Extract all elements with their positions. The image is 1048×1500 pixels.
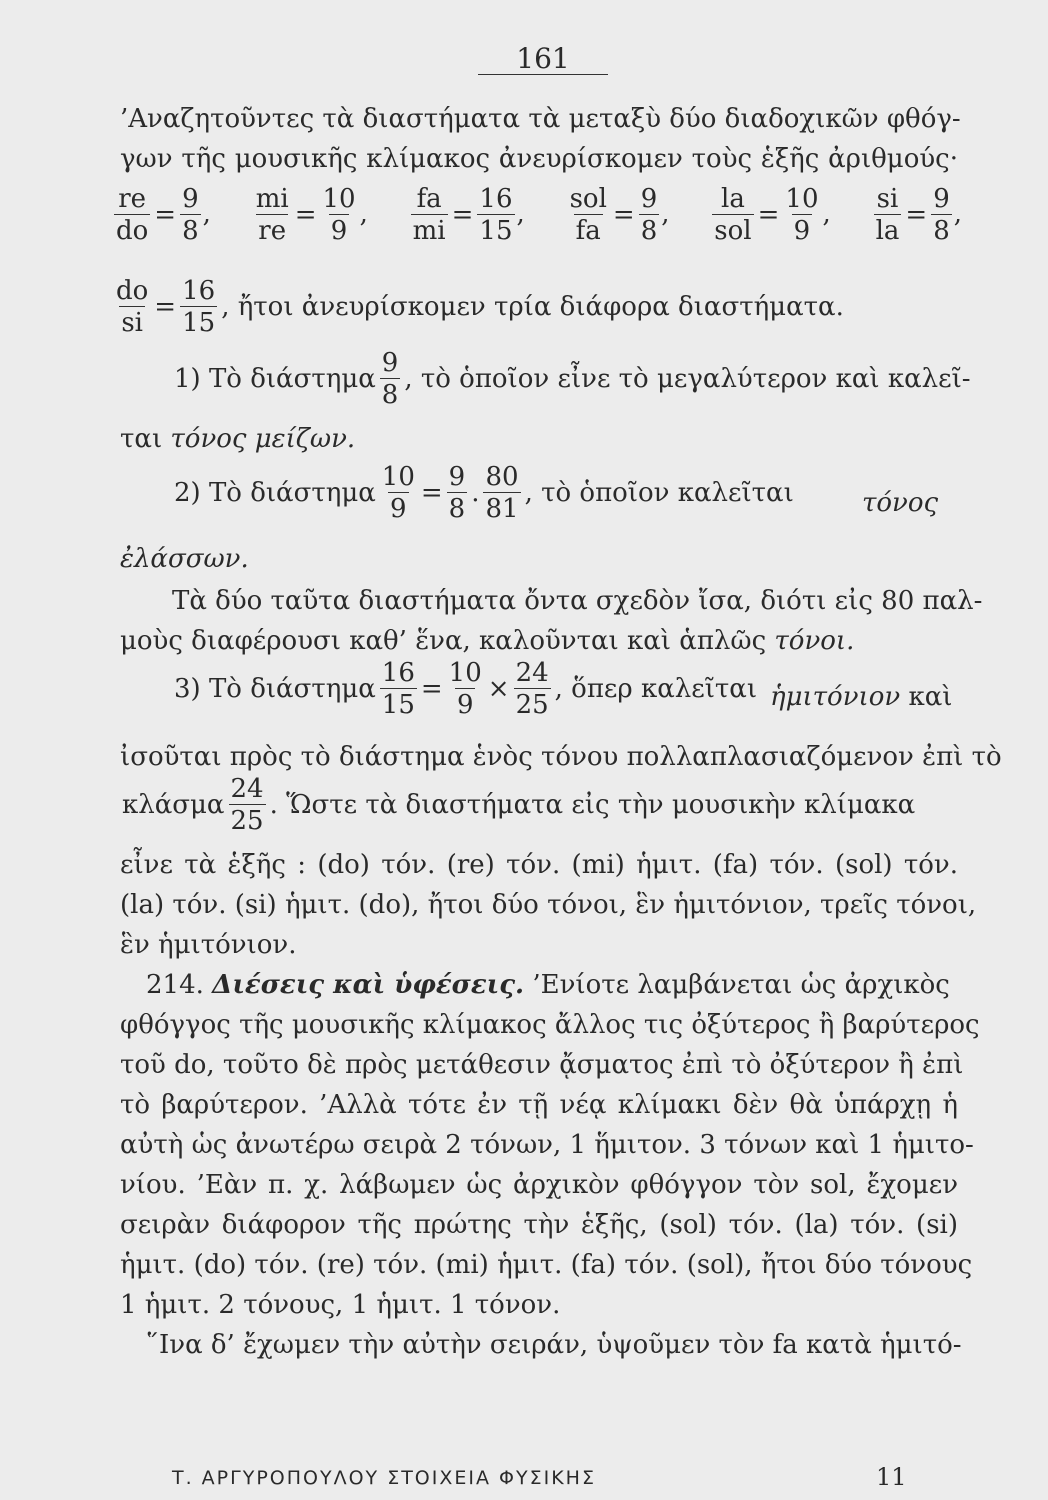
text-line: Τὰ δύο ταῦτα διαστήματα ὄντα σχεδὸν ἴσα, διότι εἰς 80 παλ- xyxy=(172,586,983,616)
text-line: ἓν ἡμιτόνιον. xyxy=(120,930,297,960)
text-line: ῞Ινα δ’ ἔχωμεν τὴν αὐτὴν σειράν, ὑψοῦμεν τὸν fa κατὰ ἡμιτό- xyxy=(146,1330,962,1360)
ratio-fa-mi: $\frac{fa}{mi}$ = $\frac{16}{15}$ , xyxy=(412,184,525,246)
text-line: τὸ βαρύτερον. ’Αλλὰ τότε ἐν τῇ νέᾳ κλίμακι δὲν θὰ ὑπάρχῃ ἡ xyxy=(120,1090,958,1120)
item-2-line: 2) Τὸ διάστημα $\frac{10}{9}$ = $\frac{9}{8}$ . $\frac{80}{81}$ , τὸ ὁποῖον καλεῖται xyxy=(174,462,794,524)
text-line: ἰσοῦται πρὸς τὸ διάστημα ἑνὸς τόνου πολλαπλασιαζόμενον ἐπὶ τὸ xyxy=(120,742,1002,772)
section-214-heading-line: 214. Διέσεις καὶ ὑφέσεις. ’Ενίοτε λαμβάνεται ὡς ἀρχικὸς xyxy=(146,970,950,1000)
footer-author-title: Τ. ΑΡΓΥΡΟΠΟΥΛΟΥ ΣΤΟΙΧΕΙΑ ΦΥΣΙΚΗΣ xyxy=(172,1467,596,1489)
text-line: φθόγγος τῆς μουσικῆς κλίμακος ἄλλος τις ὀξύτερος ἢ βαρύτερος xyxy=(120,1010,980,1040)
text-line: νίου. ’Εὰν π. χ. λάβωμεν ὡς ἀρχικὸν φθόγγον τὸν sol, ἔχομεν xyxy=(120,1170,958,1200)
item-3-fraction-line: κλάσμα $\frac{24}{25}$ . Ὥστε τὰ διαστήματα εἰς τὴν μουσικὴν κλίμακα xyxy=(122,774,916,836)
item-3-end: ἡμιτόνιον καὶ xyxy=(770,682,953,712)
text-line: αὐτὴ ὡς ἀνωτέρω σειρὰ 2 τόνων, 1 ἥμιτον. 3 τόνων καὶ 1 ἡμιτο- xyxy=(120,1130,974,1160)
text-line: 1 ἡμιτ. 2 τόνους, 1 ἡμιτ. 1 τόνον. xyxy=(120,1290,561,1320)
page-number-rule xyxy=(478,74,608,75)
page-number: 161 xyxy=(516,42,570,75)
text-line: ἡμιτ. (do) τόν. (re) τόν. (mi) ἡμιτ. (fa) τόν. (sol), ἤτοι δύο τόνους xyxy=(120,1250,973,1280)
text-line: εἶνε τὰ ἑξῆς : (do) τόν. (re) τόν. (mi) ἡμιτ. (fa) τόν. (sol) τόν. xyxy=(120,850,958,880)
item-1-line: 1) Τὸ διάστημα $\frac{9}{8}$ , τὸ ὁποῖον εἶνε τὸ μεγαλύτερον καὶ καλεῖ- xyxy=(174,348,971,410)
ratio-si-la: $\frac{si}{la}$ = $\frac{9}{8}$ , xyxy=(875,184,962,246)
text-line: μοὺς διαφέρουσι καθ’ ἕνα, καλοῦνται καὶ ἁπλῶς τόνοι. xyxy=(120,626,855,656)
signature-mark: 11 xyxy=(876,1463,907,1491)
text-line: ’Αναζητοῦντες τὰ διαστήματα τὰ μεταξὺ δύο διαδοχικῶν φθόγ- xyxy=(120,104,961,134)
ratio-sol-fa: $\frac{\text{sol}}{fa}$ = $\frac{9}{8}$ , xyxy=(569,184,670,246)
interval-ratios-row xyxy=(112,186,962,244)
ratio-do-si-line: $\frac{do}{si}$ = $\frac{16}{15}$ , ἤτοι ἀνευρίσκομεν τρία διάφορα διαστήματα. xyxy=(116,276,844,338)
section-title: Διέσεις καὶ ὑφέσεις. xyxy=(212,970,525,1000)
ratio-re-do: $\frac{re}{do}$ = $\frac{9}{8}$ , xyxy=(116,184,211,246)
text-line: σειρὰν διάφορον τῆς πρώτης τὴν ἑξῆς, (sol) τόν. (la) τόν. (si) xyxy=(120,1210,958,1240)
item-1-cont: ται τόνος μείζων. xyxy=(120,424,356,454)
item-2-italic-end: τόνος xyxy=(862,488,939,518)
item-2-cont: ἐλάσσων. xyxy=(120,544,249,574)
item-3-line: 3) Τὸ διάστημα $\frac{16}{15}$ = $\frac{10}{9}$ × $\frac{24}{25}$ , ὅπερ καλεῖται xyxy=(174,658,758,720)
text-line: γων τῆς μουσικῆς κλίμακος ἀνευρίσκομεν τοὺς ἑξῆς ἀριθμούς· xyxy=(120,144,958,174)
text-line: τοῦ do, τοῦτο δὲ πρὸς μετάθεσιν ᾄσματος ἐπὶ τὸ ὀξύτερον ἢ ἐπὶ xyxy=(120,1050,964,1080)
ratio-la-sol: $\frac{la}{\text{sol}}$ = $\frac{10}{9}$ , xyxy=(714,184,831,246)
text-line: (la) τόν. (si) ἡμιτ. (do), ἤτοι δύο τόνοι, ἓν ἡμιτόνιον, τρεῖς τόνοι, xyxy=(120,890,977,920)
ratio-mi-re: $\frac{mi}{re}$ = $\frac{10}{9}$ , xyxy=(255,184,368,246)
